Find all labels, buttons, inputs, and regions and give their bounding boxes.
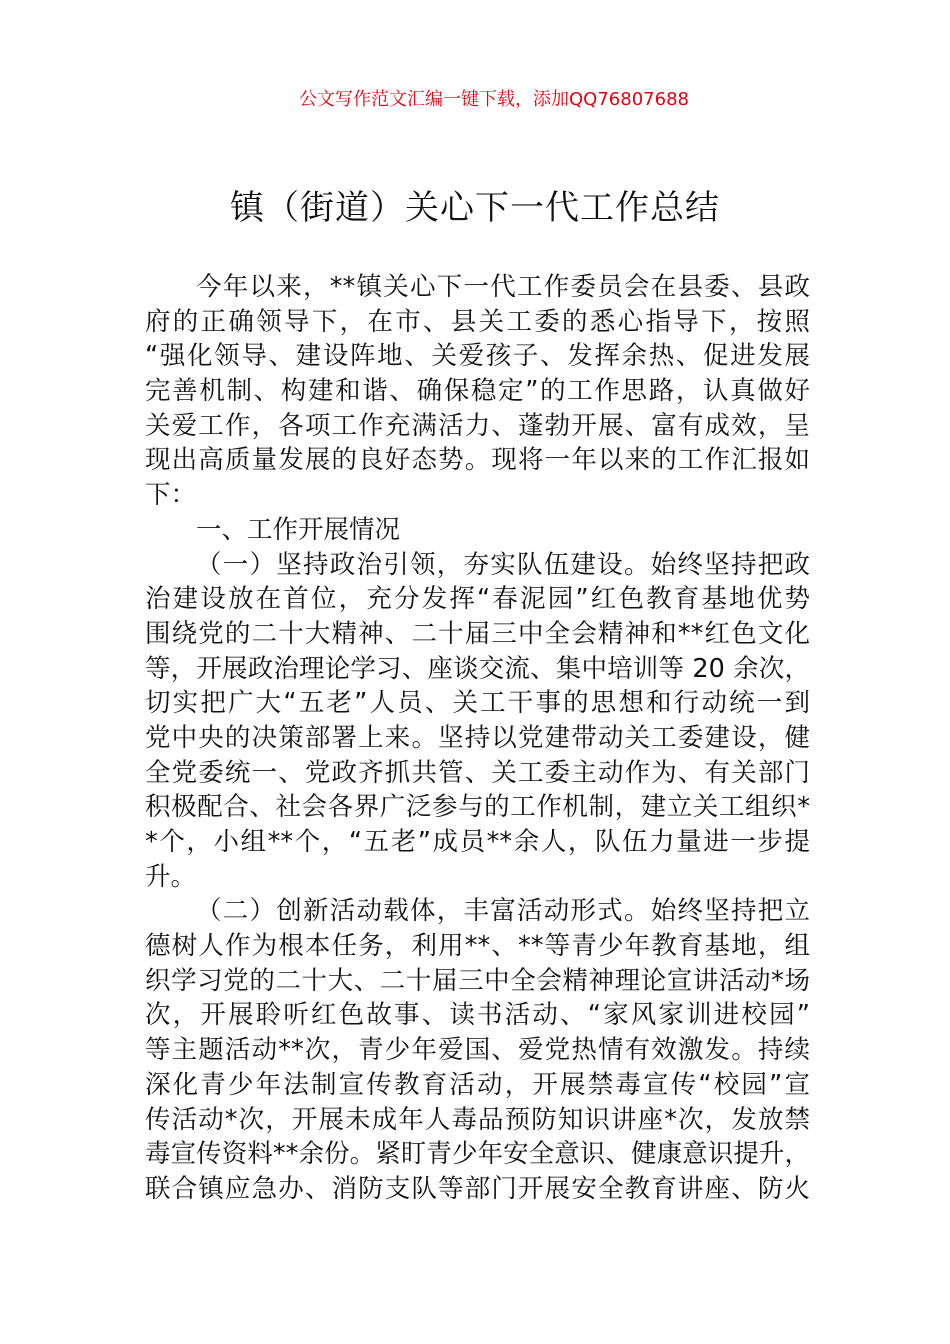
text-line: *个，小组**个，“五老”成员**余人，队伍力量进一步提 [145,827,810,857]
document-title: 镇（街道）关心下一代工作总结 [230,188,720,228]
text-line: 关爱工作，各项工作充满活力、蓬勃开展、富有成效，呈 [145,410,810,441]
text-line: 深化青少年法制宣传教育活动，开展禁毒宣传“校园”宣 [145,1069,810,1100]
watermark-header: 公文写作范文汇编一键下载，添加QQ76807688 [299,89,689,110]
text-line: 次，开展聆听红色故事、读书活动、“家风家训进校园” [145,1000,810,1031]
text-line: 党中央的决策部署上来。坚持以党建带动关工委建设，健 [145,722,810,753]
text-line: 一、工作开展情况 [196,514,401,545]
text-line: 全党委统一、党政齐抓共管、关工委主动作为、有关部门 [145,757,810,788]
text-line: （二）创新活动载体，丰富活动形式。始终坚持把立 [196,896,810,927]
text-line: 完善机制、构建和谐、确保稳定”的工作思路，认真做好 [145,376,810,407]
text-line: （一）坚持政治引领，夯实队伍建设。始终坚持把政 [196,549,810,580]
text-line: 治建设放在首位，充分发挥“春泥园”红色教育基地优势 [145,584,810,615]
text-line: “强化领导、建设阵地、关爱孩子、发挥余热、促进发展 [145,341,810,372]
text-line: 下： [145,480,197,511]
text-line: 现出高质量发展的良好态势。现将一年以来的工作汇报如 [145,445,810,476]
text-line: 等主题活动**次，青少年爱国、爱党热情有效激发。持续 [145,1035,810,1066]
text-line: 传活动*次，开展未成年人毒品预防知识讲座*次，发放禁 [145,1104,810,1135]
text-line: 积极配合、社会各界广泛参与的工作机制，建立关工组织* [145,792,810,823]
text-line: 等，开展政治理论学习、座谈交流、集中培训等 20 余次， [145,653,810,684]
text-line: 织学习党的二十大、二十届三中全会精神理论宣讲活动*场 [145,965,810,996]
text-line: 毒宣传资料**余份。紧盯青少年安全意识、健康意识提升， [145,1139,810,1170]
text-line: 德树人作为根本任务，利用**、**等青少年教育基地，组 [145,931,810,962]
text-line: 切实把广大“五老”人员、关工干事的思想和行动统一到 [145,688,810,719]
document-body [145,270,810,1207]
text-line: 府的正确领导下，在市、县关工委的悉心指导下，按照 [145,306,810,337]
text-line: 围绕党的二十大精神、二十届三中全会精神和**红色文化 [145,618,810,649]
text-line: 联合镇应急办、消防支队等部门开展安全教育讲座、防火 [145,1173,810,1204]
text-line: 今年以来，**镇关心下一代工作委员会在县委、县政 [196,272,810,302]
text-line: 升。 [145,861,197,892]
